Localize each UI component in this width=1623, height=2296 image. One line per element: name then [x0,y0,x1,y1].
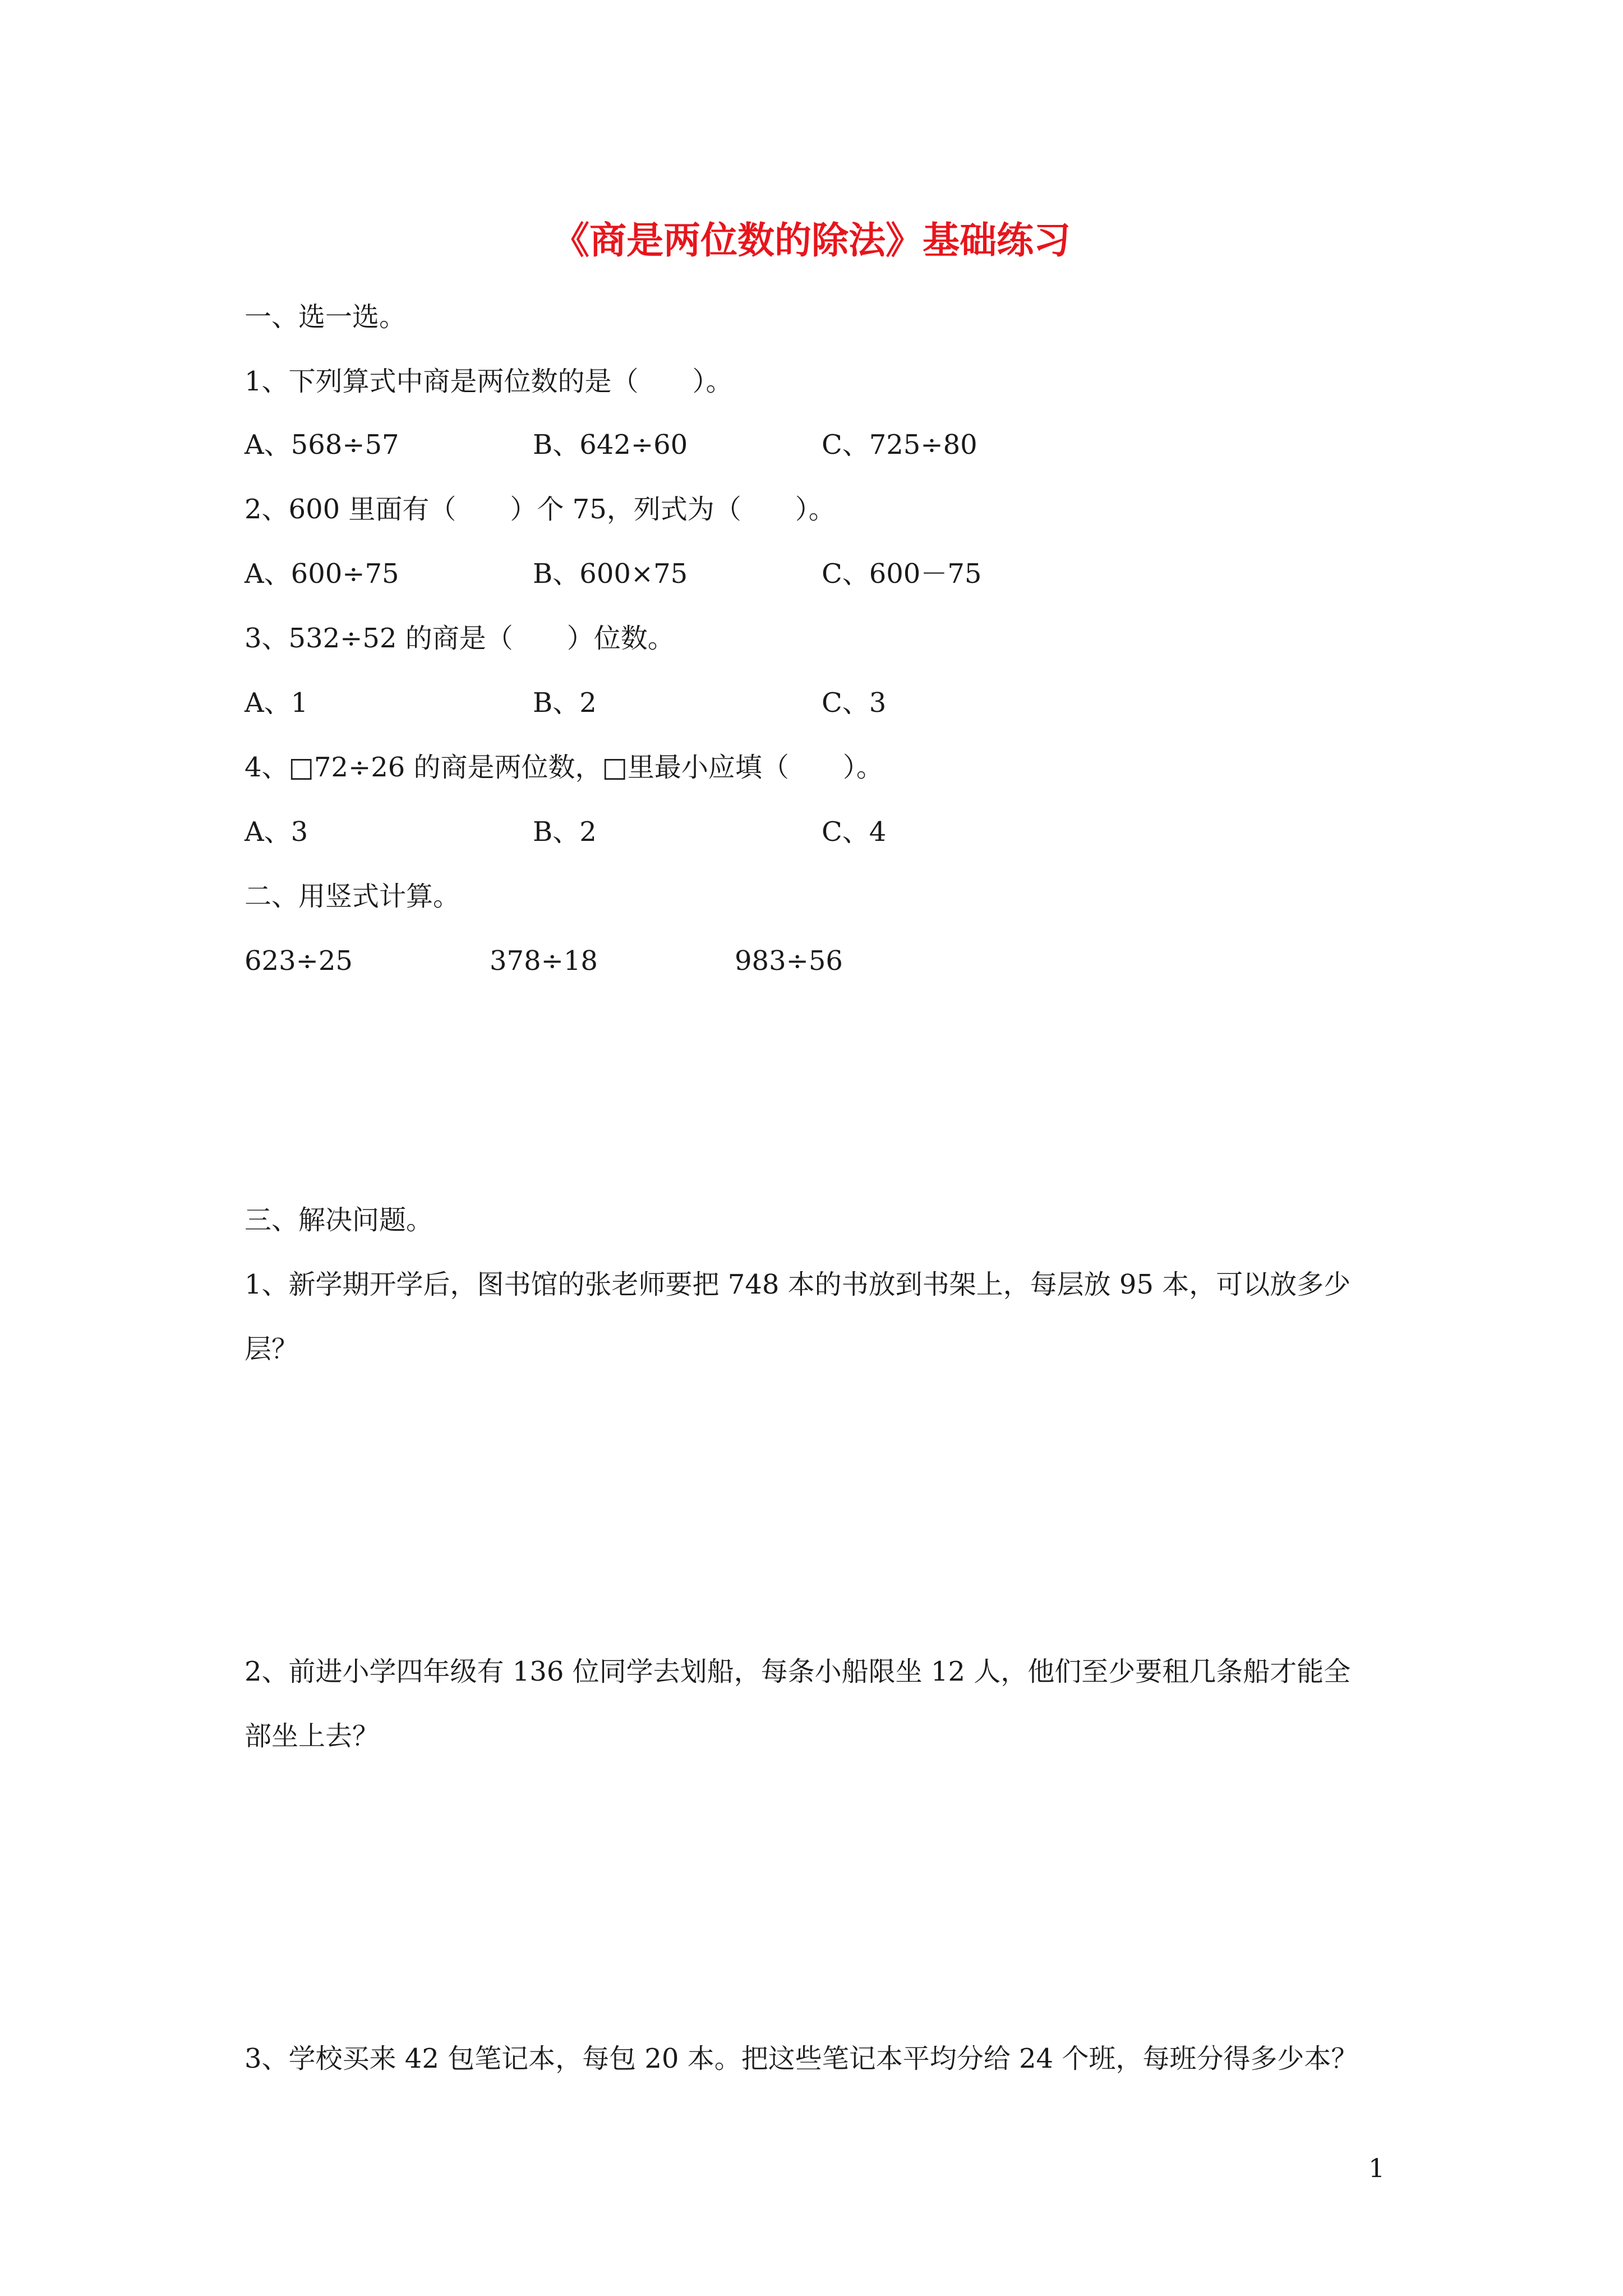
calc-item-1: 623÷25 [245,945,353,977]
question-2-option-b: B、600×75 [533,558,688,590]
question-1-option-b: B、642÷60 [533,429,688,461]
section-heading-problems: 三、解决问题。 [245,1204,434,1236]
problem-3-line-1: 3、学校买来 42 包笔记本，每包 20 本。把这些笔记本平均分给 24 个班，每班分得多少本？ [245,2043,1358,2074]
question-1-option-c: C、725÷80 [822,429,978,461]
question-2-option-a: A、600÷75 [245,558,399,590]
section-heading-choice: 一、选一选。 [245,301,407,333]
calc-item-3: 983÷56 [735,945,843,977]
question-4-option-c: C、4 [822,816,887,848]
page-title: 《商是两位数的除法》基础练习 [552,218,1071,262]
question-1: 1、下列算式中商是两位数的是（ ）。 [245,366,733,397]
problem-1-line-2: 层？ [245,1333,299,1365]
question-2: 2、600 里面有（ ）个 75，列式为（ ）。 [245,494,836,525]
question-3-option-b: B、2 [533,687,597,719]
problem-2-line-2: 部坐上去？ [245,1720,380,1752]
question-3-option-c: C、3 [822,687,887,719]
calc-item-2: 378÷18 [490,945,598,977]
problem-2-line-1: 2、前进小学四年级有 136 位同学去划船，每条小船限坐 12 人，他们至少要租几条船才能全 [245,1656,1351,1687]
question-4-option-b: B、2 [533,816,597,848]
question-3: 3、532÷52 的商是（ ）位数。 [245,623,675,654]
section-heading-calc: 二、用竖式计算。 [245,881,460,912]
problem-1-line-1: 1、新学期开学后，图书馆的张老师要把 748 本的书放到书架上，每层放 95 本，可以放多少 [245,1269,1351,1300]
question-4-option-a: A、3 [245,816,308,848]
question-4: 4、□72÷26 的商是两位数，□里最小应填（ ）。 [245,752,883,783]
question-3-option-a: A、1 [245,687,308,719]
question-2-option-c: C、600－75 [822,558,982,590]
page-number: 1 [1368,2153,1385,2183]
question-1-option-a: A、568÷57 [245,429,399,461]
